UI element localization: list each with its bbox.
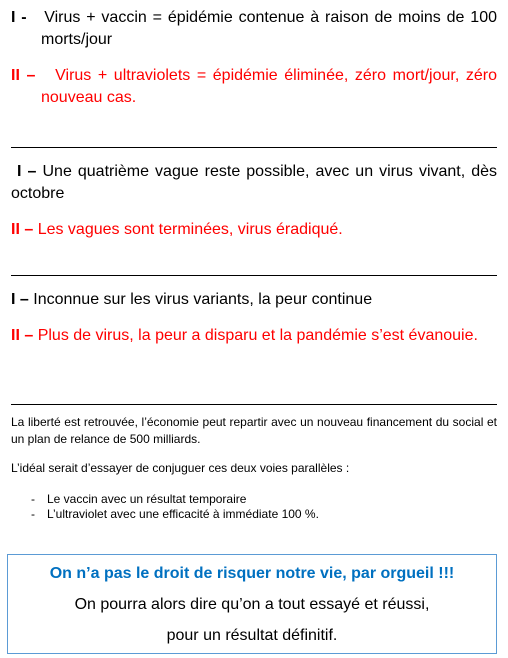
section-3-item-i [11,289,497,311]
section-2-item-i [11,161,497,205]
section-3-item-ii [11,325,497,347]
callout-line-1: On pourra alors dire qu’on a tout essayé et réussi, [74,596,430,613]
bullet-marker: - [31,507,35,521]
section-1-item-ii [11,65,497,109]
section-1-text-i: Virus + vaccin = épidémie contenue à raison de moins de 100 morts/jour [41,9,498,48]
divider-2 [11,275,497,276]
section-3-label-i: I – [11,291,29,308]
section-1-label-i: I - [11,9,27,26]
divider-3 [11,404,497,405]
section-3-label-ii: II – [11,327,34,344]
bullet-marker: - [31,492,35,506]
section-2-label-ii: II – [11,221,34,238]
section-2 [11,161,497,241]
section-3 [11,289,497,347]
section-2-label-i: I – [17,163,37,180]
conclusion-paragraph-1: La liberté est retrouvée, l’économie peut repartir avec un nouveau financement du social et un plan de relance de 500 milliards. [11,415,497,446]
section-1-item-i [11,7,497,51]
list-item [11,492,497,507]
callout-headline: On n’a pas le droit de risquer notre vie, par orgueil !!! [49,565,455,582]
section-1-label-ii: II – [11,67,36,84]
conclusion [11,414,497,477]
callout-line-2: pour un résultat définitif. [166,627,338,644]
bullet-text: Le vaccin avec un résultat temporaire [47,492,247,506]
section-1-text-ii: Virus + ultraviolets = épidémie éliminée, zéro mort/jour, zéro nouveau cas. [41,67,497,106]
section-1 [11,7,497,109]
conclusion-paragraph-2: L’idéal serait d’essayer de conjuguer ces deux voies parallèles : [11,461,350,475]
section-2-text-ii: Les vagues sont terminées, virus éradiqué. [37,221,343,238]
callout-box [7,554,497,654]
divider-1 [11,147,497,148]
section-3-text-i: Inconnue sur les virus variants, la peur continue [33,291,373,308]
section-2-item-ii [11,219,497,241]
section-2-text-i: Une quatrième vague reste possible, avec un virus vivant, dès octobre [11,163,498,202]
bullet-text: L’ultraviolet avec une efficacité à immédiate 100 %. [47,507,319,521]
conclusion-bullet-list [11,492,497,522]
list-item [11,507,497,522]
section-3-text-ii: Plus de virus, la peur a disparu et la pandémie s’est évanouie. [37,327,478,344]
